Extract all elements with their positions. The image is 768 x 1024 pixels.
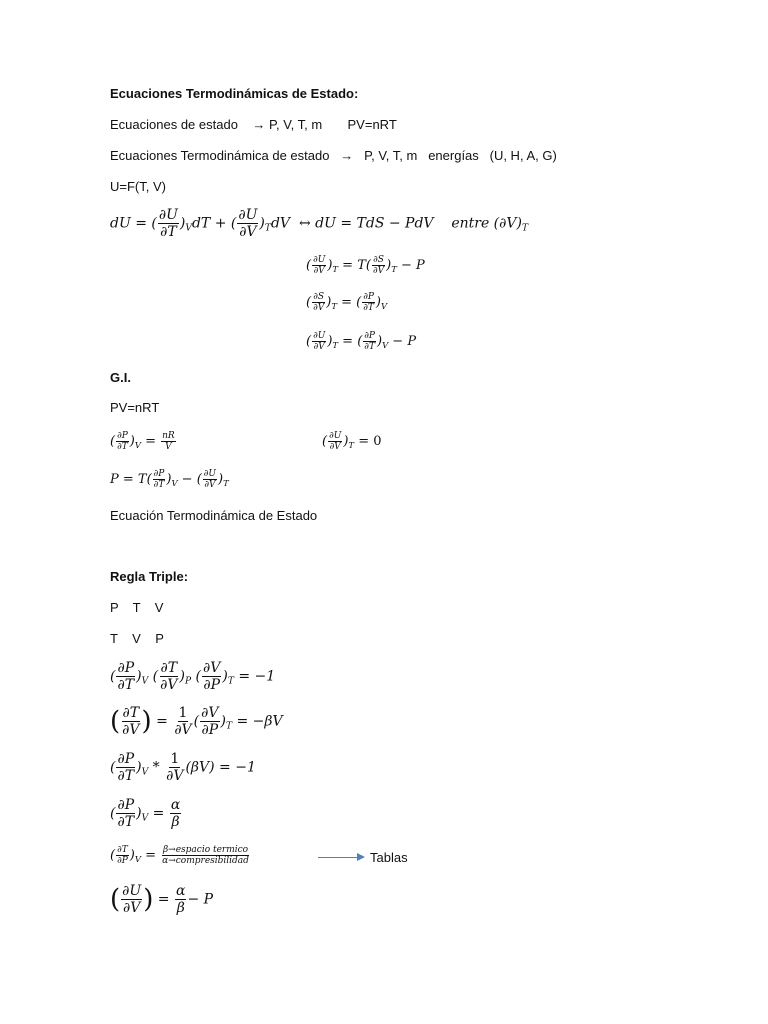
text-ptv: P T V xyxy=(110,600,164,615)
text-ecuaciones-estado: Ecuaciones de estado → P, V, T, m PV=nRT xyxy=(110,117,397,132)
equation-du: dU = ( $\frac{\partial U}{\partial T}$ )$_VdT$ + ( $\frac{\partial U}{\partial V}$ )$_TdV$ ↔ dU = TdS − PdV entre $(\partial V)_T$ xyxy=(110,207,529,240)
arrow-line xyxy=(318,857,362,858)
heading-gi: G.I. xyxy=(110,370,131,385)
gi-zero-text: = 0 xyxy=(358,434,382,449)
equation-triple-1: ( $\frac{\partial P}{\partial T}$ )$_V$ ( $\frac{\partial T}{\partial V}$ )$_P$ ( $\frac{\partial V}{\partial P}$ )$_T = -1$ xyxy=(110,660,276,693)
equation-triple-4: ( $\frac{\partial P}{\partial T}$ )$_V$ = $\frac{\alpha}{\beta}$ xyxy=(110,797,181,830)
arrow-right-icon xyxy=(357,853,365,861)
equation-triple-5: ( $\frac{\partial T}{\partial P}$ )$_V$ = $\frac{\text{β→espacio termico}}{\text{α→compresibilidad}}$ xyxy=(110,845,249,866)
equation-triple-6: ( $\frac{\partial U}{\partial V}$ ) = $\frac{\alpha}{\beta}$ − P xyxy=(110,883,214,916)
equation-gi-3: P = T( $\frac{\partial P}{\partial T}$ )$_V$ − ( $\frac{\partial U}{\partial V}$ )$_T$ xyxy=(110,469,229,490)
equation-maxwell-2: ( $\frac{\partial S}{\partial V}$ )$_T$ = ( $\frac{\partial P}{\partial T}$ )$_V$ xyxy=(306,292,388,313)
equation-maxwell-1: ( $\frac{\partial U}{\partial V}$ )$_T = T$( $\frac{\partial S}{\partial V}$ )$_T - P$ xyxy=(306,255,425,276)
equation-gi-1: ( $\frac{\partial P}{\partial T}$ )$_V$ = $\frac{nR}{V}$ xyxy=(110,431,175,452)
text-tvp: T V P xyxy=(110,631,164,646)
text-ecuacion-estado: Ecuación Termodinámica de Estado xyxy=(110,508,318,523)
equation-triple-2: ( $\frac{\partial T}{\partial V}$ ) = $\frac{1}{\partial V}$ ( $\frac{\partial V}{\partial P}$ )$_T = -\beta V$ xyxy=(110,705,283,738)
equation-triple-3: ( $\frac{\partial P}{\partial T}$ )$_V$ * $\frac{1}{\partial V}$ (βV) = −1 xyxy=(110,751,256,784)
equation-gi-2: ( $\frac{\partial U}{\partial V}$ )$_T = 0$ xyxy=(322,431,382,452)
text-ecuaciones-termodinamica: Ecuaciones Termodinámica de estado → P, V, T, m energías (U, H, A, G) xyxy=(110,148,557,163)
text-gi-pv: PV=nRT xyxy=(110,400,160,415)
page-title: Ecuaciones Termodinámicas de Estado: xyxy=(110,86,359,101)
heading-regla-triple: Regla Triple: xyxy=(110,569,189,584)
equation-maxwell-3: ( $\frac{\partial U}{\partial V}$ )$_T$ = ( $\frac{\partial P}{\partial T}$ )$_V - P$ xyxy=(306,331,417,352)
text-tablas: Tablas xyxy=(370,850,408,865)
text-u-function: U=F(T, V) xyxy=(110,179,166,194)
